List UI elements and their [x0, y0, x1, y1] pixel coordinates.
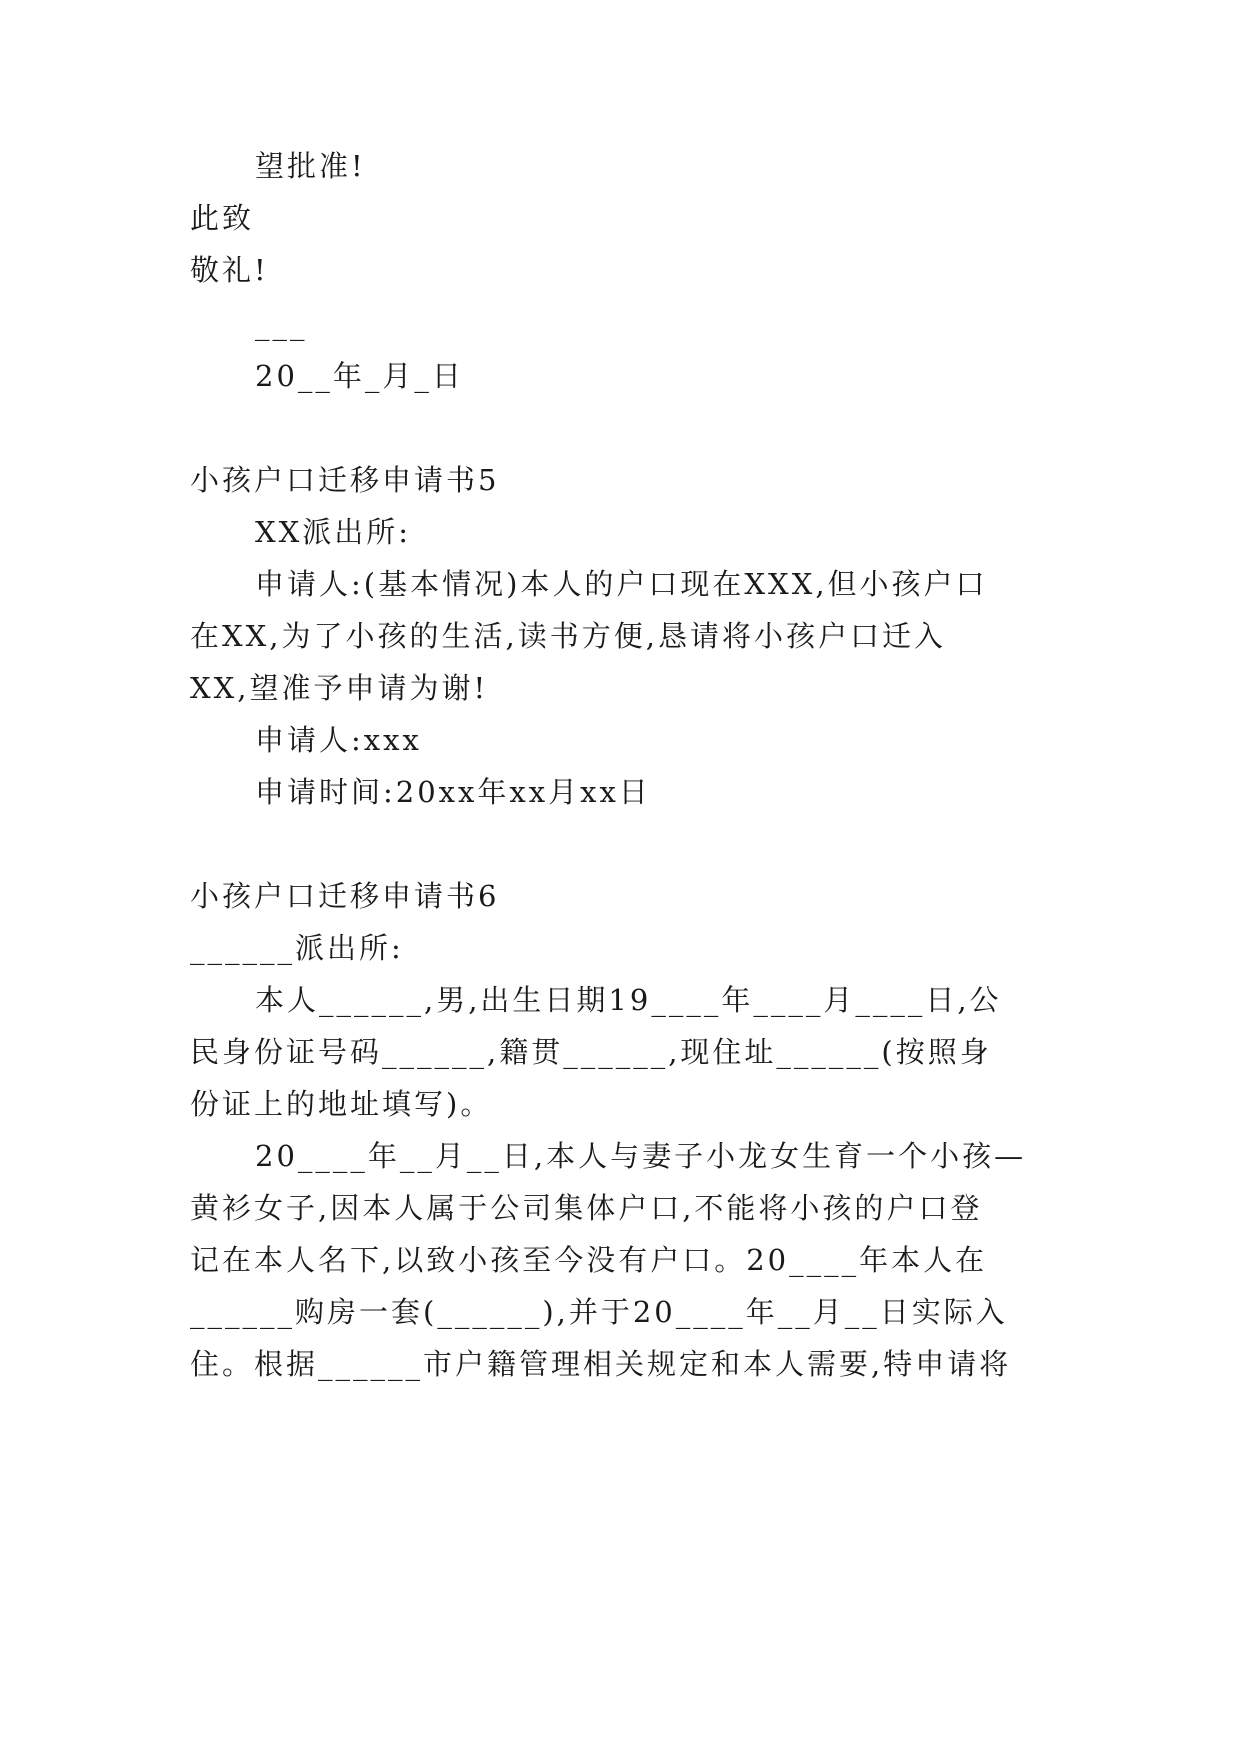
text-line-14: ______派出所: — [190, 931, 404, 965]
text-line-16: 民身份证号码______,籍贯______,现住址______(按照身 — [190, 1035, 992, 1069]
text-line-21: ______购房一套(______),并于20____年__月__日实际入 — [190, 1295, 1008, 1329]
text-line-4: ___ — [255, 307, 308, 341]
text-line-7: XX派出所: — [255, 515, 412, 549]
text-line-11: 申请人:xxx — [255, 723, 422, 757]
section-title-6: 小孩户口迁移申请书6 — [190, 879, 500, 913]
text-line-5: 20__年_月_日 — [255, 359, 464, 393]
text-line-15: 本人______,男,出生日期19____年____月____日,公 — [255, 983, 1002, 1017]
text-line-18: 20____年__月__日,本人与妻子小龙女生育一个小孩— — [255, 1139, 1027, 1173]
text-line-8: 申请人:(基本情况)本人的户口现在XXX,但小孩户口 — [255, 567, 988, 601]
text-line-10: XX,望准予申请为谢! — [190, 671, 489, 705]
text-line-19: 黄衫女子,因本人属于公司集体户口,不能将小孩的户口登 — [190, 1191, 983, 1225]
text-line-22: 住。根据______市户籍管理相关规定和本人需要,特申请将 — [190, 1347, 1012, 1381]
text-line-1: 望批准! — [255, 149, 366, 183]
text-line-9: 在XX,为了小孩的生活,读书方便,恳请将小孩户口迁入 — [190, 619, 946, 653]
text-line-17: 份证上的地址填写)。 — [190, 1087, 493, 1121]
text-line-2: 此致 — [190, 201, 255, 235]
section-title-5: 小孩户口迁移申请书5 — [190, 463, 500, 497]
text-line-20: 记在本人名下,以致小孩至今没有户口。20____年本人在 — [190, 1243, 988, 1277]
text-line-12: 申请时间:20xx年xx月xx日 — [255, 775, 651, 809]
text-line-3: 敬礼! — [190, 253, 269, 287]
